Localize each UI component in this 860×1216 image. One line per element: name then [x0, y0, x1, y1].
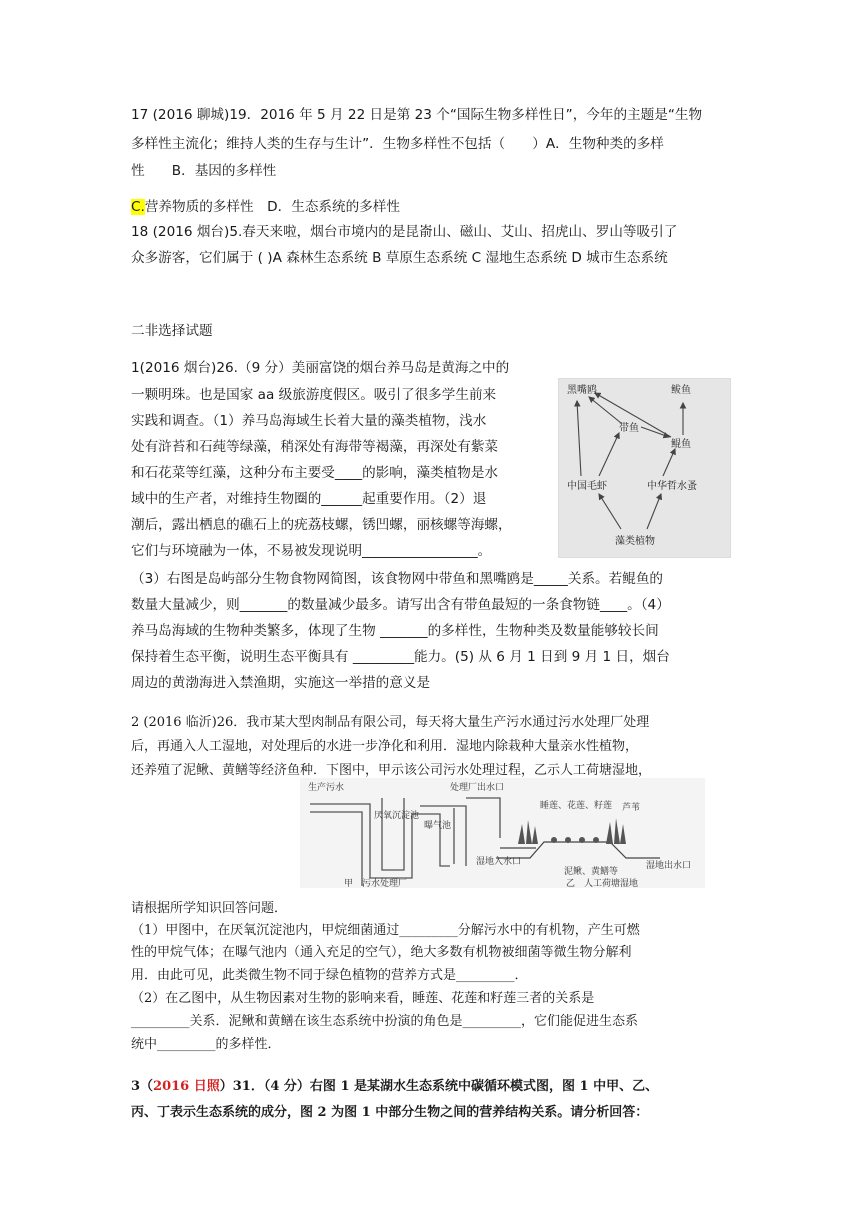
q1-line: 它们与环境融为一体，不易被发现说明_________________。	[131, 543, 492, 559]
q3-prefix: 3（	[131, 1079, 154, 1094]
q2-after-line: 用．由此可见，此类微生物不同于绿色植物的营养方式是_________．	[131, 968, 528, 983]
fig-label-fish: 泥鳅、黄鳝等	[564, 867, 619, 877]
q1-line: 潮后，露出栖息的礁石上的疣荔枝螺，锈凹螺，丽核螺等海螺，	[131, 517, 512, 533]
q2-after-line: 性的甲烷气体；在曝气池内（通入充足的空气），绝大多数有机物被细菌等微生物分解利	[131, 945, 632, 960]
q17-line1: 17 (2016 聊城)19．2016 年 5 月 22 日是第 23 个“国际生物多样性日”，今年的主题是“生物	[131, 107, 703, 123]
q17-line3: 性 B．基因的多样性	[131, 163, 277, 179]
q1-line: 数量大量减少，则_______的数量减少最多。请写出含有带鱼最短的一条食物链____。（4）	[131, 597, 670, 613]
q2-after-line: 统中_________的多样性．	[131, 1037, 281, 1052]
q1-line: 域中的生产者，对维持生物圈的______起重要作用。（2）退	[131, 491, 487, 507]
q2-after-line: _________关系．泥鳅和黄鳝在该生态系统中扮演的角色是_________，它们能促进生态系	[131, 1014, 639, 1029]
fig-label-anaerobic: 厌氧沉淀池	[374, 811, 420, 821]
food-web-node: 带鱼	[619, 423, 639, 434]
food-web-node: 藻类植物	[615, 536, 655, 547]
q2-line: 后，再通入人工湿地，对处理后的水进一步净化和利用．湿地内除栽种大量亲水性植物，	[131, 739, 639, 754]
q1-line: 和石花菜等红藻，这种分布主要受____的影响，藻类植物是水	[131, 465, 499, 481]
fig-label-plants: 睡莲、花莲、籽莲	[540, 801, 613, 811]
fig-label-reed: 芦苇	[622, 803, 641, 813]
q3-line1	[131, 1074, 731, 1099]
section-title: 二非选择试题	[131, 323, 213, 339]
highlighted-answer: C.	[131, 199, 145, 215]
fig-caption-b: 乙 人工荷塘湿地	[566, 879, 639, 888]
fig-label-aeration: 曝气池	[424, 821, 452, 831]
wastewater-diagram	[300, 778, 705, 888]
food-web-diagram	[559, 379, 730, 557]
fig-caption-a: 甲 污水处理厂	[344, 879, 408, 888]
q18-line1: 18 (2016 烟台)5.春天来啦，烟台市境内的是昆嵛山、磁山、艾山、招虎山、罗山等吸引了	[131, 224, 678, 240]
fig-label-input: 生产污水	[308, 783, 345, 793]
q3-source: 2016 日照	[153, 1079, 220, 1094]
q1-line: 养马岛海域的生物种类繁多，体现了生物 _______的多样性，生物种类及数量能够较长间	[131, 623, 659, 639]
q1-line: 一颗明珠。也是国家 aa 级旅游度假区。吸引了很多学生前来	[131, 387, 497, 403]
q3-line1-rest: ）31．（4 分）右图 1 是某湖水生态系统中碳循环模式图，图 1 中甲、乙、	[219, 1079, 659, 1094]
q2-line: 还养殖了泥鳅、黄鳝等经济鱼种．下图中，甲示该公司污水处理过程，乙示人工荷塘湿地，	[131, 763, 652, 778]
q1-line: 处有浒苔和石莼等绿藻，稍深处有海带等褐藻，再深处有紫菜	[131, 439, 499, 455]
q2-line: 2 (2016 临沂)26．我市某大型肉制品有限公司，每天将大量生产污水通过污水处理厂处理	[131, 715, 650, 730]
food-web-node: 黑嘴鸥	[567, 385, 597, 396]
q1-line: 保持着生态平衡，说明生态平衡具有 _________能力。(5) 从 6 月 1 日到 9 月 1 日，烟台	[131, 649, 670, 665]
fig-label-outlet: 处理厂出水口	[450, 783, 505, 793]
q17-line4: 营养物质的多样性 D．生态系统的多样性	[144, 199, 400, 215]
q1-line: （3）右图是岛屿部分生物食物网简图，该食物网中带鱼和黑嘴鸥是_____关系。若鲲鱼的	[131, 571, 664, 587]
food-web-node: 中国毛虾	[567, 481, 607, 492]
q1-line: 周边的黄渤海进入禁渔期，实施这一举措的意义是	[131, 675, 431, 691]
q17-options-cd	[131, 194, 731, 220]
food-web-figure	[558, 378, 731, 558]
fig-label-wetland-in: 湿地入水口	[476, 857, 522, 867]
q2-after-line: （1）甲图中，在厌氧沉淀池内，甲烷细菌通过_________分解污水中的有机物，产生可燃	[131, 923, 640, 938]
fig-label-wetland-out: 湿地出水口	[646, 861, 692, 871]
food-web-node: 鲲鱼	[671, 439, 691, 450]
q2-after-line: （2）在乙图中，从生物因素对生物的影响来看，睡莲、花莲和籽莲三者的关系是	[131, 991, 595, 1006]
q2-after-line: 请根据所学知识回答问题．	[131, 901, 288, 916]
q1-line: 1(2016 烟台)26.（9 分）美丽富饶的烟台养马岛是黄海之中的	[131, 360, 510, 376]
q17-line2: 多样性主流化；维持人类的生存与生计”．生物多样性不包括（ ）A．生物种类的多样	[131, 136, 664, 152]
food-web-node: 鲅鱼	[671, 385, 691, 396]
wastewater-figure	[300, 778, 705, 888]
q1-line: 实践和调查。（1）养马岛海域生长着大量的藻类植物，浅水	[131, 413, 487, 429]
food-web-node: 中华哲水蚤	[647, 481, 697, 492]
q18-line2: 众多游客，它们属于 ( )A 森林生态系统 B 草原生态系统 C 湿地生态系统 D 城市生态系统	[131, 250, 668, 266]
q3-line2: 丙、丁表示生态系统的成分，图 2 为图 1 中部分生物之间的营养结构关系。请分析回答：	[131, 1105, 649, 1120]
